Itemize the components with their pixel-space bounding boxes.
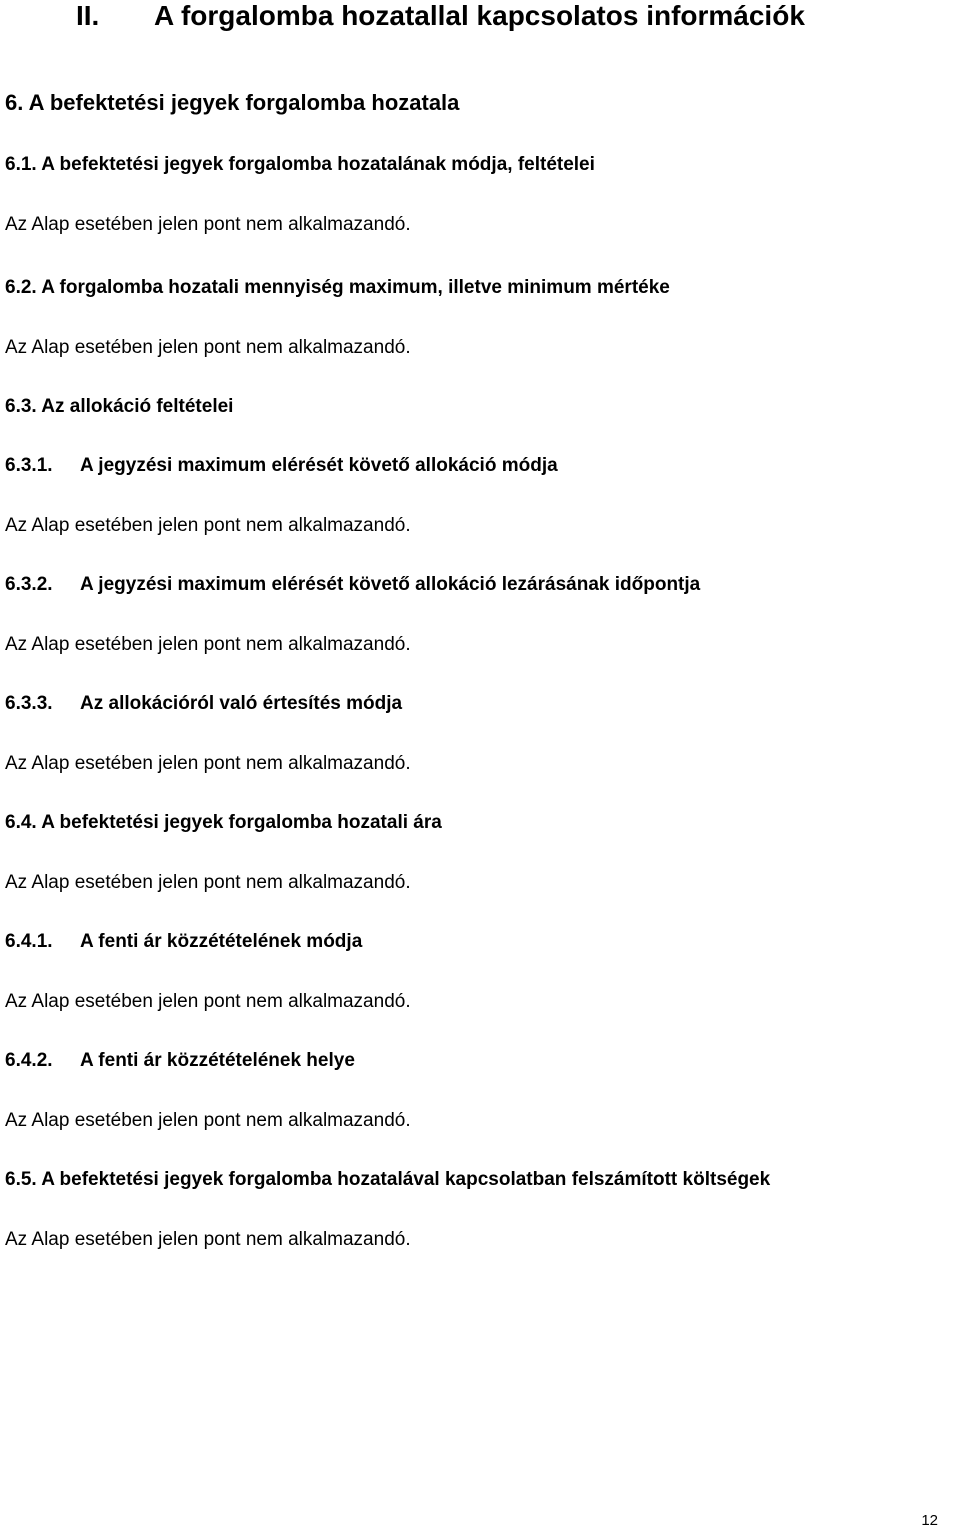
- section-heading: 6. A befektetési jegyek forgalomba hozatala: [5, 90, 460, 115]
- subsection-heading: 6.1. A befektetési jegyek forgalomba hozatalának módja, feltételei: [5, 154, 595, 175]
- subsubsection-title: A fenti ár közzétételének módja: [80, 931, 363, 952]
- subsubsection-number: 6.4.1.: [5, 931, 53, 952]
- subsubsection-number: 6.3.2.: [5, 574, 53, 595]
- subsubsection-heading: [5, 1051, 355, 1070]
- subsubsection-title: A fenti ár közzétételének helye: [80, 1050, 355, 1071]
- subsection-heading: 6.3. Az allokáció feltételei: [5, 396, 234, 417]
- subsubsection-title: A jegyzési maximum elérését követő allokáció lezárásának időpontja: [80, 574, 701, 595]
- subsubsection-title: Az allokációról való értesítés módja: [80, 693, 403, 714]
- body-text: Az Alap esetében jelen pont nem alkalmazandó.: [5, 515, 411, 536]
- subsubsection-heading: [5, 456, 558, 475]
- page-number: 12: [921, 1512, 938, 1529]
- body-text: Az Alap esetében jelen pont nem alkalmazandó.: [5, 337, 411, 358]
- subsubsection-heading: [5, 932, 362, 951]
- subsection-heading: 6.2. A forgalomba hozatali mennyiség maximum, illetve minimum mértéke: [5, 277, 670, 298]
- body-text: Az Alap esetében jelen pont nem alkalmazandó.: [5, 1110, 411, 1131]
- subsubsection-number: 6.4.2.: [5, 1050, 53, 1071]
- subsubsection-number: 6.3.1.: [5, 455, 53, 476]
- body-text: Az Alap esetében jelen pont nem alkalmazandó.: [5, 872, 411, 893]
- subsubsection-title: A jegyzési maximum elérését követő allokáció módja: [80, 455, 558, 476]
- chapter-title: A forgalomba hozatallal kapcsolatos információk: [154, 0, 805, 31]
- chapter-number: II.: [76, 0, 100, 31]
- subsection-heading: 6.5. A befektetési jegyek forgalomba hozatalával kapcsolatban felszámított költségek: [5, 1169, 771, 1190]
- subsubsection-heading: [5, 575, 700, 594]
- body-text: Az Alap esetében jelen pont nem alkalmazandó.: [5, 214, 411, 235]
- subsubsection-number: 6.3.3.: [5, 693, 53, 714]
- body-text: Az Alap esetében jelen pont nem alkalmazandó.: [5, 1229, 411, 1250]
- subsubsection-heading: [5, 694, 402, 713]
- body-text: Az Alap esetében jelen pont nem alkalmazandó.: [5, 991, 411, 1012]
- body-text: Az Alap esetében jelen pont nem alkalmazandó.: [5, 753, 411, 774]
- subsection-heading: 6.4. A befektetési jegyek forgalomba hozatali ára: [5, 812, 442, 833]
- body-text: Az Alap esetében jelen pont nem alkalmazandó.: [5, 634, 411, 655]
